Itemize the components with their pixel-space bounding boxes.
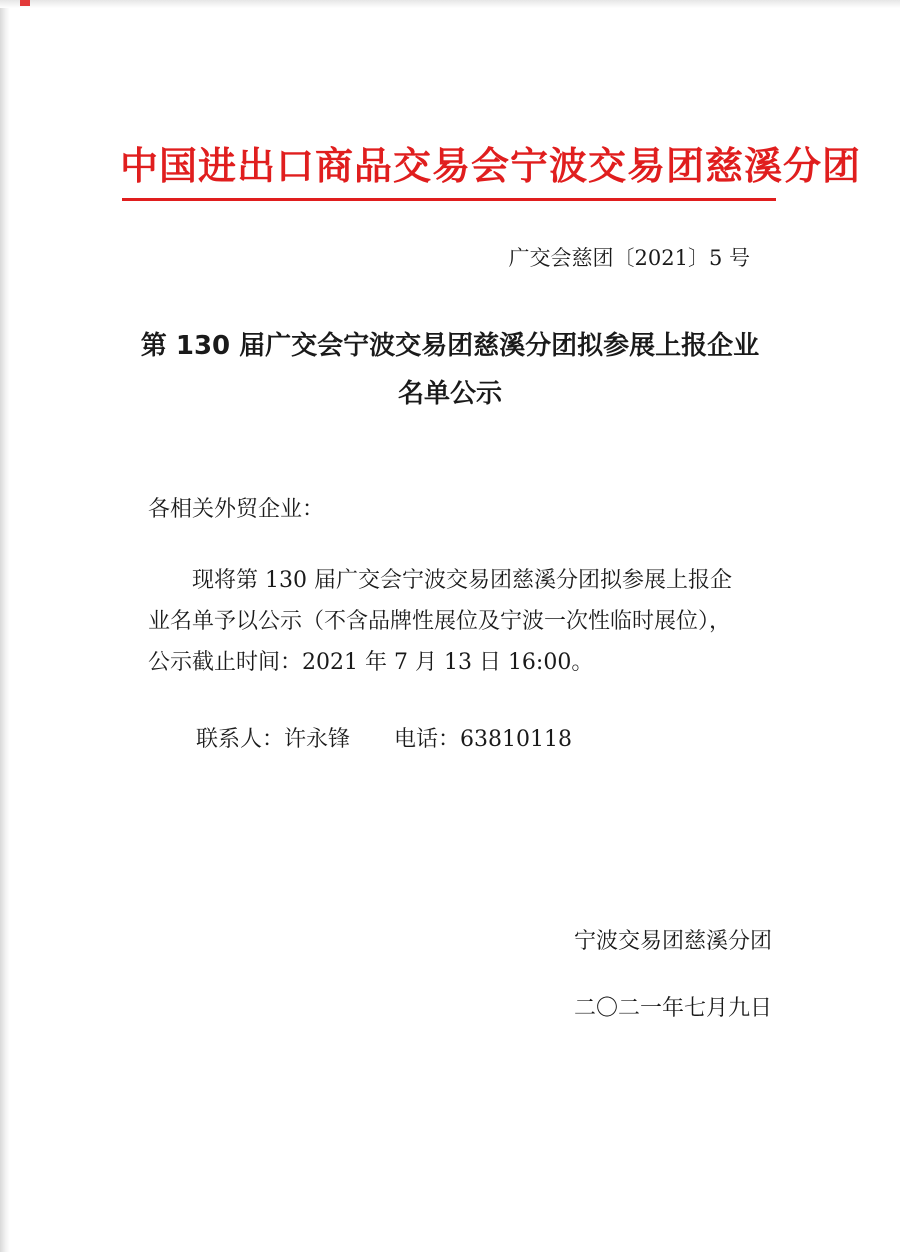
document-title-line-1: 第 130 届广交会宁波交易团慈溪分团拟参展上报企业 [140, 331, 760, 361]
body-line-2: 业名单予以公示（不含品牌性展位及宁波一次性临时展位）， [148, 609, 732, 634]
contact-phone: 电话：63810118 [394, 727, 572, 752]
contact-person: 联系人：许永锋 [196, 727, 351, 752]
document-number: 广交会慈团〔2021〕5 号 [508, 246, 750, 270]
signature-org: 宁波交易团慈溪分团 [573, 929, 772, 954]
corner-mark [20, 0, 30, 6]
contact-line [196, 724, 572, 756]
body-line-3: 公示截止时间：2021 年 7 月 13 日 16:00。 [148, 650, 594, 675]
scan-edge [0, 0, 10, 1252]
body-paragraph [148, 560, 768, 683]
letterhead-title: 中国进出口商品交易会宁波交易团慈溪分团 [120, 144, 862, 188]
document-title [120, 322, 780, 418]
letterhead-red-rule [122, 198, 776, 201]
body-line-1: 现将第 130 届广交会宁波交易团慈溪分团拟参展上报企 [192, 568, 732, 593]
salutation: 各相关外贸企业： [148, 497, 325, 522]
scan-edge-top [0, 0, 900, 8]
issue-date: 二〇二一年七月九日 [573, 996, 772, 1021]
document-title-line-2: 名单公示 [397, 379, 502, 409]
